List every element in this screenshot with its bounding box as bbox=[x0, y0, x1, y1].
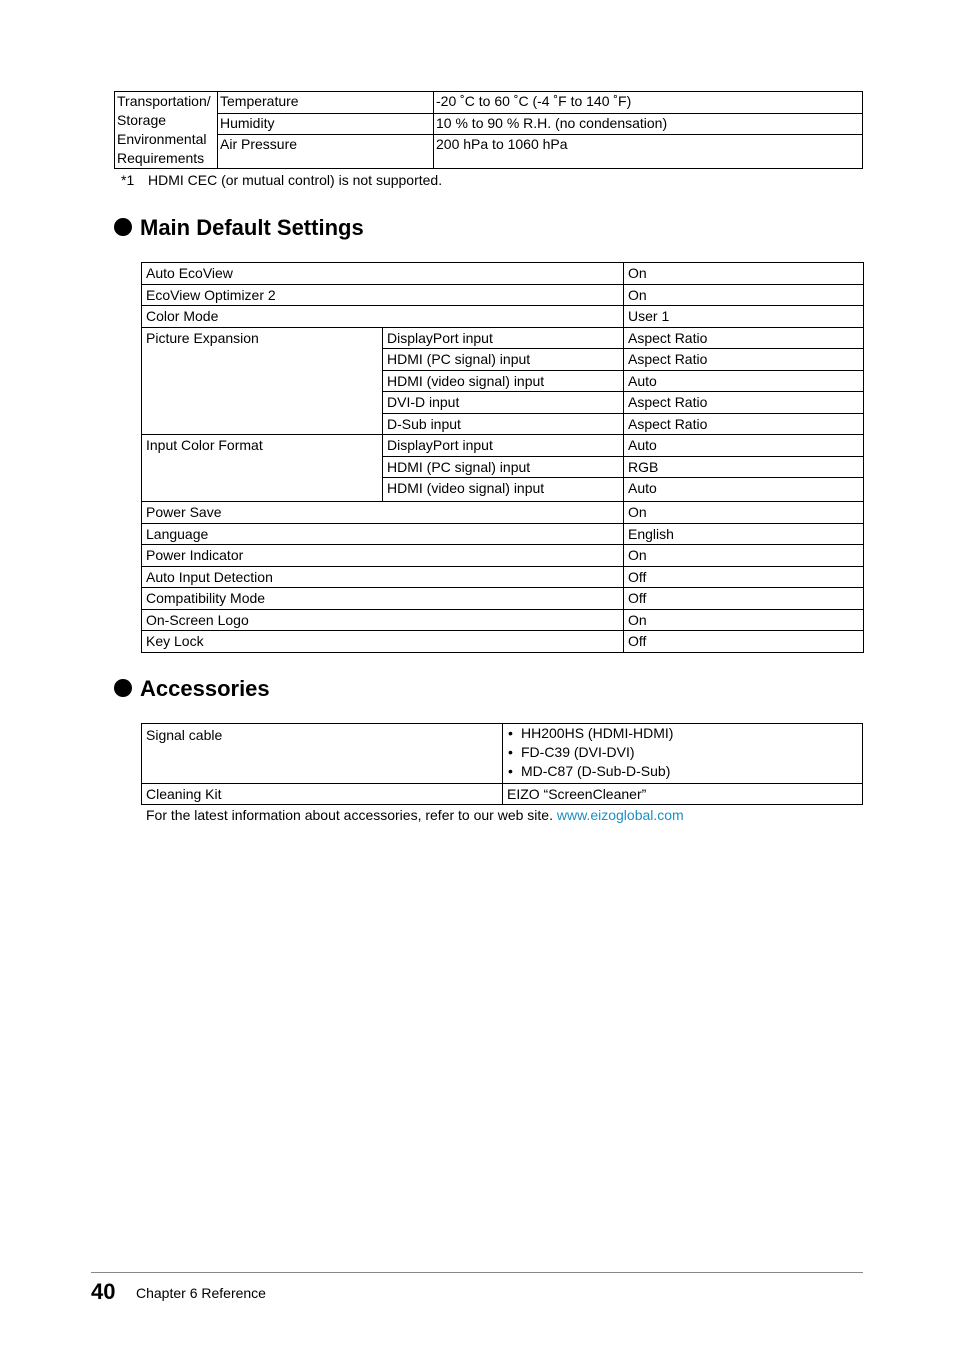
setting-value: Aspect Ratio bbox=[624, 392, 864, 414]
setting-value: On bbox=[624, 263, 864, 285]
accessories-table bbox=[141, 723, 863, 805]
setting-value: On bbox=[624, 545, 864, 567]
footer-divider bbox=[91, 1272, 863, 1273]
section-title: Accessories bbox=[140, 676, 270, 701]
section-heading-accessories bbox=[114, 675, 270, 703]
bullet-circle-icon bbox=[114, 218, 132, 236]
table-row bbox=[142, 284, 864, 306]
env-group-label-line: Environmental bbox=[117, 131, 207, 147]
setting-value: On bbox=[624, 284, 864, 306]
table-row bbox=[142, 545, 864, 567]
table-row bbox=[142, 784, 863, 805]
table-row bbox=[142, 263, 864, 285]
list-item: • FD-C39 (DVI-DVI) bbox=[508, 743, 858, 762]
setting-value: Auto bbox=[624, 478, 864, 502]
setting-value: Aspect Ratio bbox=[624, 413, 864, 435]
accessory-name: Cleaning Kit bbox=[142, 784, 503, 805]
setting-name: Input Color Format bbox=[142, 435, 383, 502]
setting-value: User 1 bbox=[624, 306, 864, 328]
section-heading-defaults bbox=[114, 214, 364, 242]
accessory-value bbox=[503, 724, 863, 784]
bullet-circle-icon bbox=[114, 679, 132, 697]
setting-input: HDMI (video signal) input bbox=[383, 478, 624, 502]
table-row bbox=[115, 92, 863, 114]
accessory-name: Signal cable bbox=[142, 724, 503, 784]
list-item: • HH200HS (HDMI-HDMI) bbox=[508, 724, 858, 743]
setting-name: Picture Expansion bbox=[142, 327, 383, 435]
setting-input: D-Sub input bbox=[383, 413, 624, 435]
env-value-cell: 10 % to 90 % R.H. (no condensation) bbox=[434, 113, 863, 135]
setting-name: Power Indicator bbox=[142, 545, 624, 567]
footnote bbox=[121, 171, 442, 189]
setting-value: RGB bbox=[624, 456, 864, 478]
env-name-cell: Air Pressure bbox=[218, 135, 434, 169]
setting-name: Auto EcoView bbox=[142, 263, 624, 285]
setting-value: English bbox=[624, 523, 864, 545]
env-group-label-line: Transportation/ bbox=[117, 93, 211, 109]
setting-value: Off bbox=[624, 566, 864, 588]
setting-input: HDMI (video signal) input bbox=[383, 370, 624, 392]
setting-value: Off bbox=[624, 588, 864, 610]
env-group-label bbox=[115, 92, 218, 169]
default-settings-table bbox=[141, 262, 864, 653]
setting-value: Aspect Ratio bbox=[624, 349, 864, 371]
setting-value: Off bbox=[624, 631, 864, 653]
env-name-cell: Humidity bbox=[218, 113, 434, 135]
table-row bbox=[142, 724, 863, 784]
table-row bbox=[142, 566, 864, 588]
env-value-cell: 200 hPa to 1060 hPa bbox=[434, 135, 863, 169]
setting-input: DisplayPort input bbox=[383, 435, 624, 457]
setting-name: Color Mode bbox=[142, 306, 624, 328]
table-row bbox=[142, 306, 864, 328]
env-name-cell: Temperature bbox=[218, 92, 434, 114]
table-row bbox=[142, 609, 864, 631]
setting-name: Power Save bbox=[142, 502, 624, 524]
list-item: • MD-C87 (D-Sub-D-Sub) bbox=[508, 762, 858, 781]
table-row bbox=[115, 113, 863, 135]
env-group-label-line: Requirements bbox=[117, 150, 205, 166]
setting-name: Auto Input Detection bbox=[142, 566, 624, 588]
setting-value: On bbox=[624, 502, 864, 524]
setting-value: Aspect Ratio bbox=[624, 327, 864, 349]
table-row bbox=[142, 523, 864, 545]
signal-cable-list bbox=[508, 724, 858, 781]
table-row bbox=[115, 135, 863, 169]
setting-input: DisplayPort input bbox=[383, 327, 624, 349]
environment-table bbox=[114, 91, 863, 169]
page-number: 40 bbox=[91, 1279, 116, 1304]
setting-name: Compatibility Mode bbox=[142, 588, 624, 610]
section-title: Main Default Settings bbox=[140, 215, 364, 240]
setting-input: DVI-D input bbox=[383, 392, 624, 414]
table-row bbox=[142, 631, 864, 653]
setting-input: HDMI (PC signal) input bbox=[383, 456, 624, 478]
setting-value: Auto bbox=[624, 435, 864, 457]
footnote-mark: *1 bbox=[121, 172, 135, 188]
chapter-label: Chapter 6 Reference bbox=[136, 1285, 266, 1301]
table-row bbox=[142, 435, 864, 457]
env-value-cell: -20 ˚C to 60 ˚C (-4 ˚F to 140 ˚F) bbox=[434, 92, 863, 114]
website-link[interactable]: www.eizoglobal.com bbox=[556, 807, 684, 823]
footnote-text: HDMI CEC (or mutual control) is not supported. bbox=[148, 172, 443, 188]
setting-value: Auto bbox=[624, 370, 864, 392]
setting-name: Key Lock bbox=[142, 631, 624, 653]
accessories-note bbox=[146, 806, 684, 824]
setting-name: Language bbox=[142, 523, 624, 545]
setting-name: EcoView Optimizer 2 bbox=[142, 284, 624, 306]
table-row bbox=[142, 588, 864, 610]
env-group-label-line: Storage bbox=[117, 112, 167, 128]
note-text: For the latest information about accessories, refer to our web site. bbox=[146, 807, 557, 823]
setting-name: On-Screen Logo bbox=[142, 609, 624, 631]
table-row bbox=[142, 327, 864, 349]
accessory-value: EIZO “ScreenCleaner” bbox=[503, 784, 863, 805]
setting-value: On bbox=[624, 609, 864, 631]
setting-input: HDMI (PC signal) input bbox=[383, 349, 624, 371]
table-row bbox=[142, 502, 864, 524]
